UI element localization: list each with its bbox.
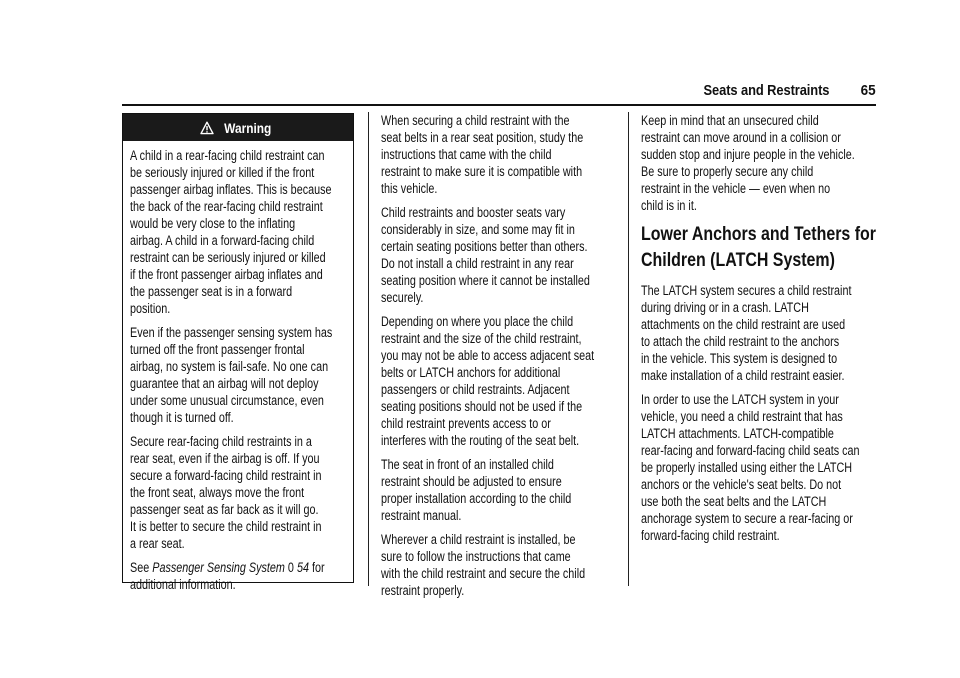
- text-line: passengers or child restraints. Adjacent: [381, 382, 570, 397]
- text-line: restraint in the vehicle — even when no: [641, 181, 831, 196]
- page-number: 65: [860, 82, 876, 99]
- text-line: Even if the passenger sensing system has: [130, 325, 333, 340]
- text-line: position.: [130, 301, 171, 316]
- text-line: rear seat, even if the airbag is off. If you: [130, 451, 320, 466]
- paragraph: [641, 391, 941, 544]
- text-line: turned off the front passenger frontal: [130, 342, 305, 357]
- text-line: though it is turned off.: [130, 410, 234, 425]
- text-line: In order to use the LATCH system in your: [641, 392, 839, 407]
- xref-link[interactable]: Passenger Sensing System: [152, 560, 285, 575]
- section-title: Seats and Restraints: [703, 82, 829, 99]
- text-line: The seat in front of an installed child: [381, 457, 554, 472]
- text-line: with the child restraint and secure the child: [381, 566, 586, 581]
- text-line: Wherever a child restraint is installed, be: [381, 532, 576, 547]
- text-line: anchorage system to secure a rear-facing or: [641, 511, 853, 526]
- text-line: make installation of a child restraint easier.: [641, 368, 845, 383]
- heading-line: Lower Anchors and Tethers for: [641, 224, 877, 245]
- text-line: the passenger seat is in a forward: [130, 284, 293, 299]
- text-line: restraint and the size of the child restraint,: [381, 331, 582, 346]
- text-line: restraint manual.: [381, 508, 462, 523]
- text-line: securely.: [381, 290, 424, 305]
- text-line: the front seat, always move the front: [130, 485, 305, 500]
- text-line: Do not install a child restraint in any rear: [381, 256, 574, 271]
- text-line: seating position where it cannot be installed: [381, 273, 590, 288]
- text-line: under some unusual circumstance, even: [130, 393, 324, 408]
- text-line: secure a forward-facing child restraint in: [130, 468, 322, 483]
- text-line: Secure rear-facing child restraints in a: [130, 434, 312, 449]
- text-line: use both the seat belts and the LATCH: [641, 494, 827, 509]
- text-line: Be sure to properly secure any child: [641, 164, 814, 179]
- text-line: interferes with the routing of the seat belt.: [381, 433, 580, 448]
- warning-paragraph: [130, 433, 416, 552]
- text-line: It is better to secure the child restraint in: [130, 519, 322, 534]
- xref-suffix: for: [311, 560, 325, 575]
- text-line: Child restraints and booster seats vary: [381, 205, 566, 220]
- warning-icon: [200, 121, 214, 135]
- text-line: passenger airbag inflates. This is because: [130, 182, 332, 197]
- text-line: The LATCH system secures a child restraint: [641, 283, 852, 298]
- text-line: Keep in mind that an unsecured child: [641, 113, 819, 128]
- warning-paragraph: [130, 324, 416, 426]
- text-line: a rear seat.: [130, 536, 185, 551]
- heading-line: Children (LATCH System): [641, 250, 835, 271]
- paragraph: [381, 531, 667, 599]
- header-rule: [122, 104, 876, 106]
- text-line: A child in a rear-facing child restraint can: [130, 148, 325, 163]
- paragraph: [381, 313, 667, 449]
- text-line: during driving or in a crash. LATCH: [641, 300, 809, 315]
- text-line: seating positions should not be used if the: [381, 399, 583, 414]
- text-line: seat belts in a rear seat position, study the: [381, 130, 584, 145]
- paragraph: [381, 112, 667, 197]
- text-line: child is in it.: [641, 198, 697, 213]
- text-line: be properly installed using either the LATCH: [641, 460, 853, 475]
- warning-paragraph: [130, 147, 416, 317]
- text-line: forward-facing child restraint.: [641, 528, 780, 543]
- section-heading: [641, 222, 941, 274]
- warning-header: [123, 114, 353, 141]
- text-line: considerably in size, and some may fit in: [381, 222, 575, 237]
- xref-prefix: See: [130, 560, 150, 575]
- text-line: anchors or the vehicle's seat belts. Do not: [641, 477, 842, 492]
- text-line: certain seating positions better than others.: [381, 239, 588, 254]
- cross-reference: [130, 559, 416, 593]
- warning-box: [122, 113, 354, 592]
- text-line: in the vehicle. This system is designed to: [641, 351, 838, 366]
- text-line: airbag, no system is fail-safe. No one can: [130, 359, 329, 374]
- text-line: LATCH attachments. LATCH-compatible: [641, 426, 834, 441]
- paragraph: [641, 112, 941, 214]
- column-2: [381, 112, 667, 606]
- text-line: restraint to make sure it is compatible with: [381, 164, 583, 179]
- warning-label: Warning: [224, 119, 272, 136]
- text-line: guarantee that an airbag will not deploy: [130, 376, 319, 391]
- warning-body: [130, 147, 416, 600]
- text-line: When securing a child restraint with the: [381, 113, 570, 128]
- text-line: airbag. A child in a forward-facing child: [130, 233, 315, 248]
- text-line: vehicle, you need a child restraint that has: [641, 409, 843, 424]
- text-line: attachments on the child restraint are used: [641, 317, 846, 332]
- paragraph: [381, 204, 667, 306]
- text-line: to attach the child restraint to the anchors: [641, 334, 840, 349]
- text-line: would be very close to the inflating: [130, 216, 296, 231]
- text-line: if the front passenger airbag inflates and: [130, 267, 323, 282]
- text-line: belts or LATCH anchors for additional: [381, 365, 561, 380]
- text-line: you may not be able to access adjacent seat: [381, 348, 595, 363]
- text-line: the back of the rear-facing child restraint: [130, 199, 323, 214]
- text-line: sure to follow the instructions that came: [381, 549, 571, 564]
- column-3: [641, 112, 941, 551]
- text-line: instructions that came with the child: [381, 147, 552, 162]
- text-line: this vehicle.: [381, 181, 438, 196]
- paragraph: [381, 456, 667, 524]
- xref-arrow-icon: 0: [287, 560, 294, 575]
- text-line: restraint properly.: [381, 583, 465, 598]
- text-line: rear-facing and forward-facing child seats can: [641, 443, 860, 458]
- xref-page[interactable]: 54: [296, 560, 309, 575]
- paragraph: [641, 282, 941, 384]
- text-line: proper installation according to the child: [381, 491, 572, 506]
- text-line: passenger seat as far back as it will go.: [130, 502, 319, 517]
- text-line: restraint can move around in a collision or: [641, 130, 841, 145]
- text-line: child restraint prevents access to or: [381, 416, 551, 431]
- text-line: be seriously injured or killed if the front: [130, 165, 315, 180]
- text-line: sudden stop and injure people in the vehicle.: [641, 147, 855, 162]
- text-line: restraint should be adjusted to ensure: [381, 474, 562, 489]
- text-line: restraint can be seriously injured or killed: [130, 250, 326, 265]
- text-line: [130, 559, 359, 576]
- text-line: Depending on where you place the child: [381, 314, 574, 329]
- text-line: additional information.: [130, 577, 236, 592]
